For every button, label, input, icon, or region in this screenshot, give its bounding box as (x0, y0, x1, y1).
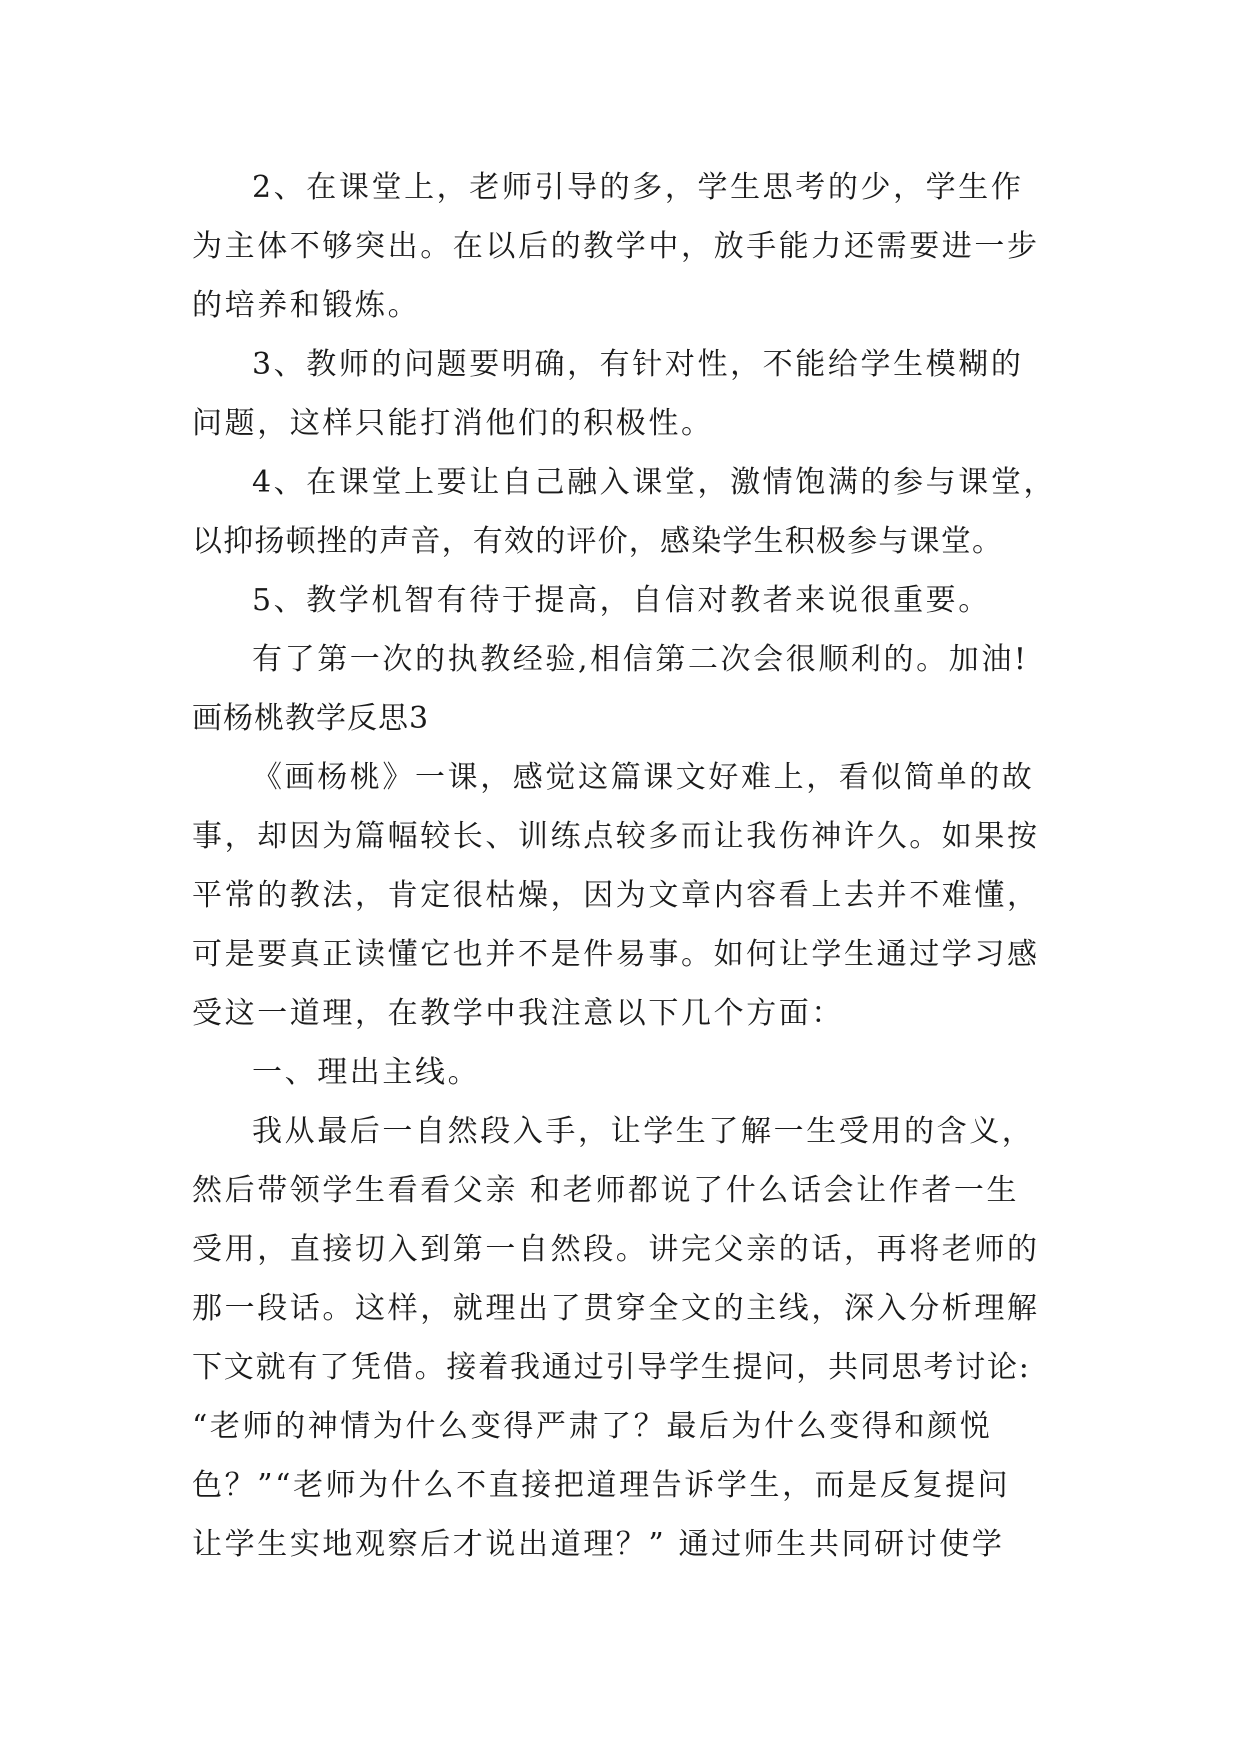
paragraph-line: 4、在课堂上要让自己融入课堂，激情饱满的参与课堂， (252, 465, 1057, 500)
paragraph-line: 然后带领学生看看父亲 和老师都说了什么话会让作者一生 (192, 1173, 1020, 1208)
paragraph-line: 有了第一次的执教经验,相信第二次会很顺利的。加油! (252, 642, 1029, 677)
paragraph-line: 可是要真正读懂它也并不是件易事。如何让学生通过学习感 (192, 937, 1040, 972)
paragraph-line: 受这一道理，在教学中我注意以下几个方面： (192, 996, 844, 1031)
paragraph-line: 一、理出主线。 (252, 1055, 481, 1090)
paragraph-line: 3、教师的问题要明确，有针对性，不能给学生模糊的 (252, 347, 1024, 382)
paragraph-line: 的培养和锻炼。 (192, 288, 421, 323)
paragraph-line: 事，却因为篇幅较长、训练点较多而让我伤神许久。如果按 (192, 819, 1040, 854)
paragraph-line: 以抑扬顿挫的声音，有效的评价，感染学生积极参与课堂。 (192, 524, 1004, 559)
paragraph-line: 为主体不够突出。在以后的教学中，放手能力还需要进一步 (192, 229, 1040, 264)
paragraph-line: 让学生实地观察后才说出道理？” 通过师生共同研讨使学 (192, 1527, 1005, 1562)
document-page (192, 158, 1057, 1574)
paragraph-line: “老师的神情为什么变得严肃了？最后为什么变得和颜悦 (192, 1409, 993, 1444)
paragraph-line: 下文就有了凭借。接着我通过引导学生提问，共同思考讨论: (192, 1350, 1031, 1385)
paragraph-line: 平常的教法，肯定很枯燥，因为文章内容看上去并不难懂， (192, 878, 1040, 913)
paragraph-line: 色？”“老师为什么不直接把道理告诉学生，而是反复提问 (192, 1468, 1011, 1503)
paragraph-line: 那一段话。这样，就理出了贯穿全文的主线，深入分析理解 (192, 1291, 1040, 1326)
paragraph-line: 2、在课堂上，老师引导的多，学生思考的少，学生作 (252, 170, 1024, 205)
paragraph-line: 问题，这样只能打消他们的积极性。 (192, 406, 714, 441)
paragraph-line: 我从最后一自然段入手，让学生了解一生受用的含义， (252, 1114, 1035, 1149)
paragraph-line: 5、教学机智有待于提高，自信对教者来说很重要。 (252, 583, 991, 618)
section-heading: 画杨桃教学反思3 (192, 701, 430, 736)
paragraph-line: 受用，直接切入到第一自然段。讲完父亲的话，再将老师的 (192, 1232, 1040, 1267)
paragraph-line: 《画杨桃》一课，感觉这篇课文好难上，看似简单的故 (252, 760, 1035, 795)
